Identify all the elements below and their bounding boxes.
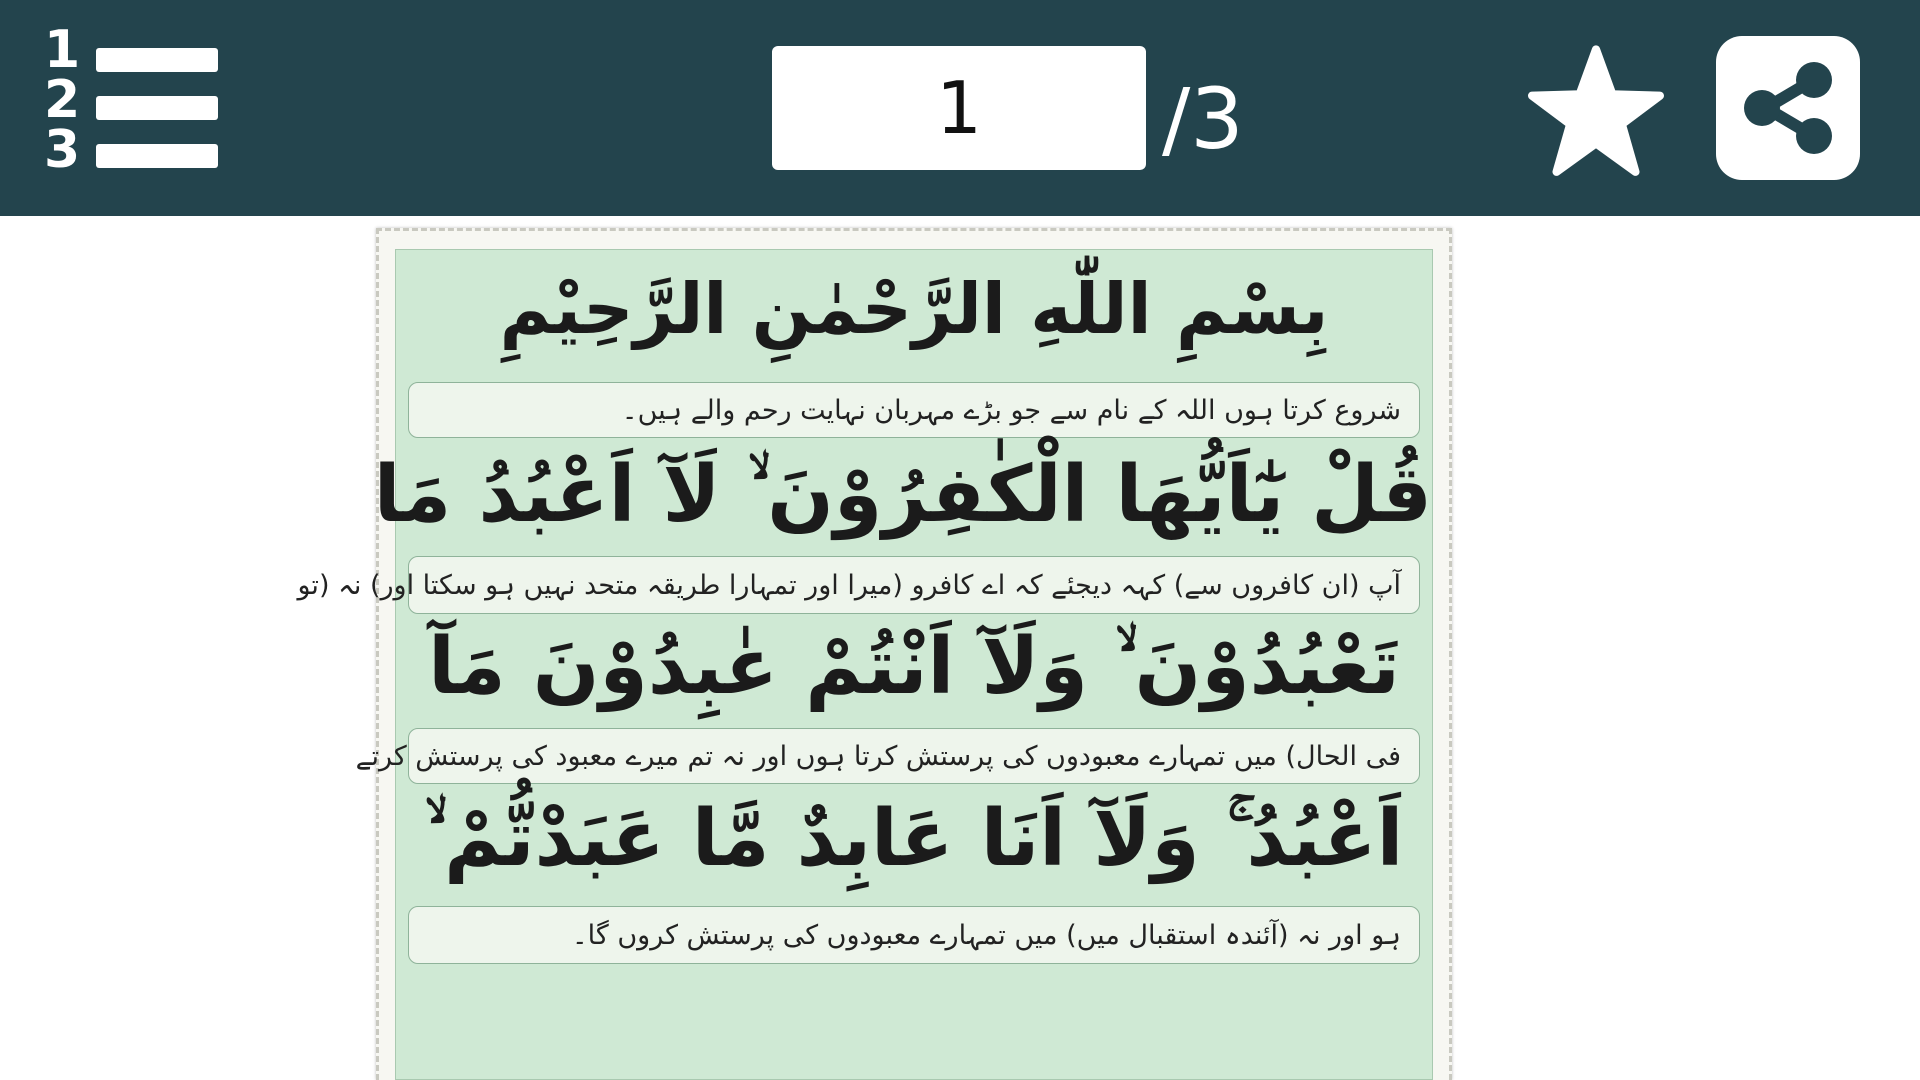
top-toolbar	[0, 0, 1920, 216]
urdu-translation-line: شروع کرتا ہوں اللہ کے نام سے جو بڑے مہربان نہایت رحم والے ہیں۔	[408, 382, 1420, 438]
index-menu-button[interactable]	[44, 20, 224, 194]
arabic-verse-line: قُلْ يٰٓاَيُّهَا الْكٰفِرُوْنَ ۙ لَآ اَعْبُدُ مَا	[373, 450, 1432, 540]
document-page	[297, 228, 1452, 1080]
menu-number-2: 2	[44, 70, 81, 130]
favorite-button[interactable]	[1528, 44, 1664, 180]
page-content	[297, 249, 1433, 1080]
menu-number-3: 3	[44, 120, 81, 180]
page-number-input[interactable]	[772, 46, 1146, 170]
total-pages-label: /3	[1162, 70, 1244, 168]
urdu-translation-line: آپ (ان کافروں سے) کہہ دیجئے کہ اے کافرو (میرا اور تمہارا طریقہ متحد نہیں ہو سکتا اور) نہ (تو	[408, 556, 1420, 614]
menu-number-1: 1	[44, 20, 81, 80]
share-button[interactable]	[1716, 36, 1860, 180]
arabic-verse-line: تَعْبُدُوْنَ ۙ وَلَآ اَنْتُمْ عٰبِدُوْنَ مَآ	[428, 622, 1400, 712]
urdu-translation-line: ہو اور نہ (آئندہ استقبال میں) میں تمہارے معبودوں کی پرستش کروں گا۔	[408, 906, 1420, 964]
bismillah-heading: بِسْمِ اللّٰهِ الرَّحْمٰنِ الرَّحِيْمِ	[499, 268, 1329, 350]
urdu-translation-line: فی الحال) میں تمہارے معبودوں کی پرستش کرتا ہوں اور نہ تم میرے معبود کی پرستش کرتے	[408, 728, 1420, 784]
menu-line-3	[96, 144, 218, 168]
menu-line-1	[96, 48, 218, 72]
share-icon	[1716, 36, 1860, 180]
arabic-verse-line: اَعْبُدُ ۚ وَلَآ اَنَا عَابِدٌ مَّا عَبَدْتُّمْ ۙ	[424, 794, 1404, 884]
menu-line-2	[96, 96, 218, 120]
star-icon	[1528, 44, 1664, 180]
